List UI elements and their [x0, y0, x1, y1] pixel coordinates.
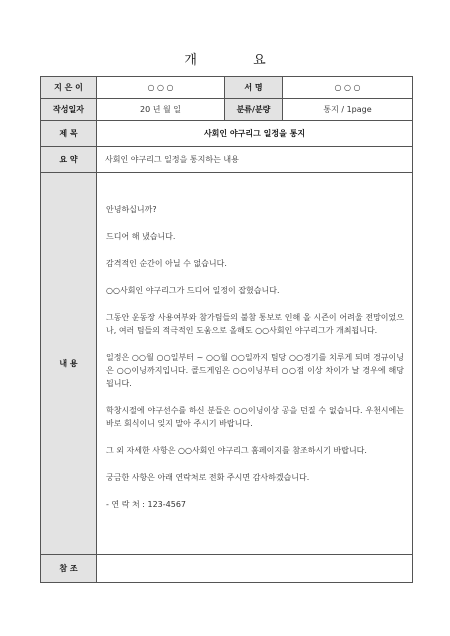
summary-label: 요 약: [41, 147, 97, 173]
row-summary: [41, 147, 413, 173]
content-paragraph: 감격적인 순간이 아닐 수 없습니다.: [106, 259, 227, 268]
content-paragraph: 일정은 ○○월 ○○일부터 ~ ○○월 ○○일까지 팀당 ○○경기를 치루게 되며 경규이닝은 ○○이닝까지입니다. 콜드게임은 ○○이닝부터 ○○점 이상 차이가 날 경우에 해당됩니다.: [106, 353, 404, 388]
subject-label: 제 목: [41, 121, 97, 147]
row-content: [41, 173, 413, 555]
reference-value[interactable]: [97, 555, 413, 583]
content-paragraph: 드디어 해 냈습니다.: [106, 232, 176, 241]
author-label: 지 은 이: [41, 77, 97, 99]
summary-value[interactable]: 사회인 야구리그 일정을 통지하는 내용: [97, 147, 413, 173]
row-author: [41, 77, 413, 99]
content-paragraph: 그동안 운동장 사용여부와 참가팀들의 불참 통보로 인해 올 시즌이 어려울 전망이었으나, 여러 팀들의 적극적인 도움으로 올해도 ○○사회인 야구리그가 개최됩니다.: [106, 313, 404, 335]
overview-table: [40, 76, 413, 583]
row-date: [41, 99, 413, 121]
category-value[interactable]: 통지 / 1page: [283, 99, 413, 121]
signature-label: 서 명: [225, 77, 283, 99]
contact-line: - 연 락 처 : 123-4567: [106, 500, 186, 509]
reference-label: 참 조: [41, 555, 97, 583]
document-title: 개 요: [184, 53, 292, 68]
content-paragraph: ○○사회인 야구리그가 드디어 일정이 잡혔습니다.: [106, 286, 280, 295]
signature-value[interactable]: ○ ○ ○: [283, 77, 413, 99]
date-label: 작성일자: [41, 99, 97, 121]
content-paragraph: 그 외 자세한 사항은 ○○사회인 야구리그 홈페이지를 참조하시기 바랍니다.: [106, 446, 367, 455]
author-value[interactable]: ○ ○ ○: [97, 77, 225, 99]
subject-value[interactable]: 사회인 야구리그 일정을 통지: [97, 121, 413, 147]
content-label: 내 용: [41, 173, 97, 555]
category-label: 분류/분량: [225, 99, 283, 121]
row-reference: [41, 555, 413, 583]
date-value[interactable]: 20 년 월 일: [97, 99, 225, 121]
content-body[interactable]: [97, 173, 413, 555]
row-subject: [41, 121, 413, 147]
content-paragraph: 안녕하십니까?: [106, 205, 157, 214]
content-paragraph: 궁금한 사항은 아래 연락처로 전화 주시면 감사하겠습니다.: [106, 473, 310, 482]
content-paragraph: 학창시절에 야구선수를 하신 분들은 ○○이닝이상 공을 던질 수 없습니다. 우천시에는 바로 회식이니 잊지 말아 주시기 바랍니다.: [106, 406, 404, 428]
